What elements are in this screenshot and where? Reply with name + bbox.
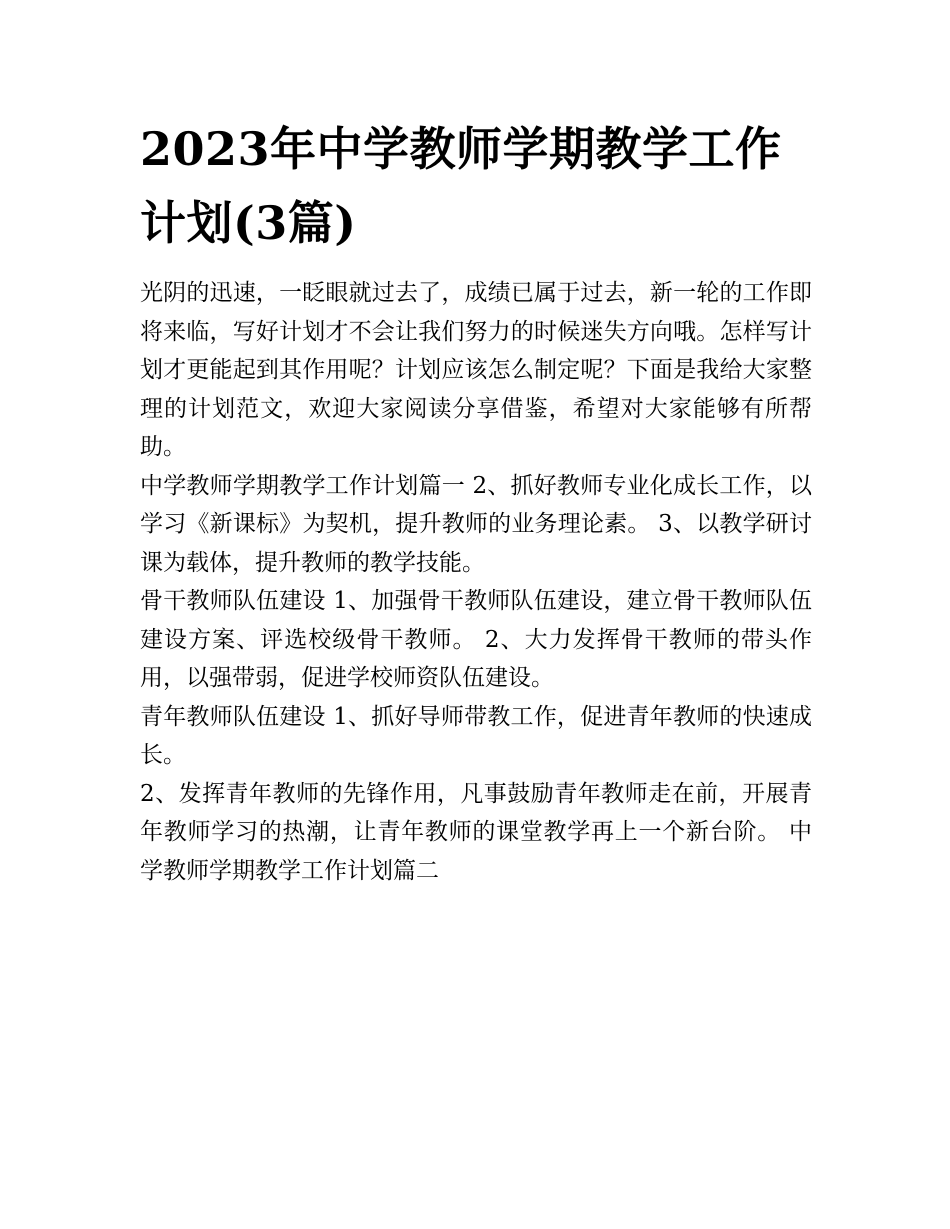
paragraph-young-teachers: 青年教师队伍建设 1、抓好导师带教工作，促进青年教师的快速成长。 [140, 703, 812, 768]
document-page [140, 112, 812, 890]
paragraph-backbone-teachers: 骨干教师队伍建设 1、加强骨干教师队伍建设，建立骨干教师队伍建设方案、评选校级骨干教师。 2、大力发挥骨干教师的带头作用，以强带弱，促进学校师资队伍建设。 [140, 588, 812, 691]
document-title: 2023年中学教师学期教学工作计划(3篇) [140, 122, 782, 250]
paragraph-intro: 光阴的迅速，一眨眼就过去了，成绩已属于过去，新一轮的工作即将来临，写好计划才不会让我们努力的时候迷失方向哦。怎样写计划才更能起到其作用呢？计划应该怎么制定呢？下面是我给大家整理的计划范文，欢迎大家阅读分享借鉴，希望对大家能够有所帮助。 [140, 280, 812, 460]
paragraph-young-teachers-vanguard: 2、发挥青年教师的先锋作用，凡事鼓励青年教师走在前，开展青年教师学习的热潮，让青年教师的课堂教学再上一个新台阶。 中学教师学期教学工作计划篇二 [140, 780, 812, 884]
paragraph-plan-one: 中学教师学期教学工作计划篇一 2、抓好教师专业化成长工作，以学习《新课标》为契机，提升教师的业务理论素。 3、以教学研讨课为载体，提升教师的教学技能。 [140, 472, 812, 576]
